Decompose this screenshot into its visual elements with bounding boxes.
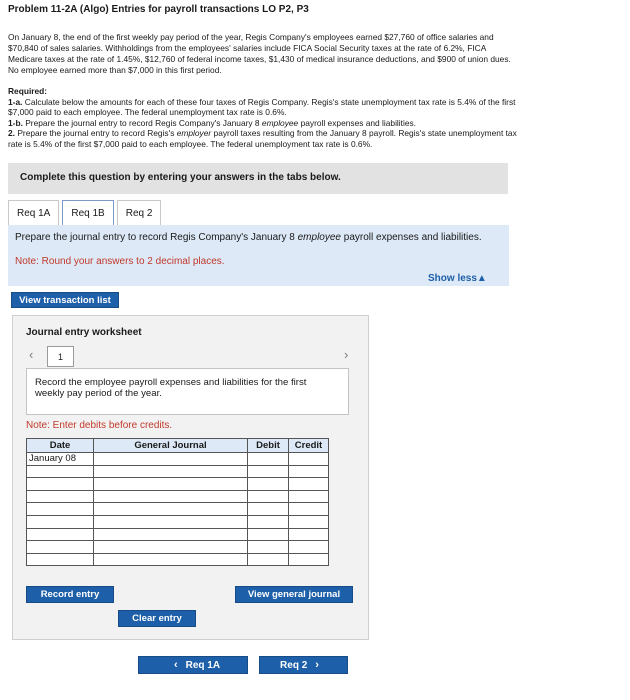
req-1b-em: employee: [261, 117, 299, 128]
req-2-label: 2.: [8, 128, 15, 139]
chevron-right-icon[interactable]: ›: [344, 347, 349, 362]
debit-cell[interactable]: [248, 528, 289, 541]
req-1a-text: Calculate below the amounts for each of these four taxes of Regis Company. Regis's state unemployment tax rate is 5.4% of the first $7,000 paid to each employee. The federal unemployment tax rate is 0.6%.: [8, 96, 516, 118]
account-cell[interactable]: [94, 465, 248, 478]
chevron-left-icon: ‹: [173, 659, 178, 671]
table-row: [27, 465, 329, 478]
debit-credit-note: Note: Enter debits before credits.: [26, 420, 173, 431]
tab-req-2[interactable]: Req 2: [117, 200, 162, 226]
journal-entry-worksheet: [12, 315, 369, 640]
credit-cell[interactable]: [289, 553, 329, 566]
view-transaction-list-button[interactable]: View transaction list: [11, 292, 119, 308]
next-req-label: Req 2: [280, 659, 308, 671]
date-cell[interactable]: [27, 553, 94, 566]
problem-intro: On January 8, the end of the first weekly pay period of the year, Regis Company's employees earned $27,760 of office salaries and $70,840 of sales salaries. Withholdings from the employees' salaries include FICA Social Security taxes at the rate of 6.2%, FICA Medicare taxes at the rate of 1.45%, $12,760 of federal income taxes, $1,430 of medical insurance deductions, and $900 of union dues. No employee earned more than $7,000 in this first period.: [8, 32, 511, 75]
col-credit: Credit: [289, 439, 329, 453]
credit-cell[interactable]: [289, 478, 329, 491]
credit-cell[interactable]: [289, 465, 329, 478]
account-cell[interactable]: [94, 478, 248, 491]
tab-req-1b[interactable]: Req 1B: [62, 200, 113, 226]
date-cell[interactable]: [27, 515, 94, 528]
credit-cell[interactable]: [289, 541, 329, 554]
col-date: Date: [27, 439, 94, 453]
page-number[interactable]: 1: [47, 346, 74, 367]
debit-cell[interactable]: [248, 465, 289, 478]
record-description: Record the employee payroll expenses and liabilities for the first weekly pay period of the year.: [35, 377, 307, 399]
clear-entry-button[interactable]: Clear entry: [118, 610, 196, 627]
requirement-tabs: [8, 200, 164, 226]
problem-title: Problem 11-2A (Algo) Entries for payroll transactions LO P2, P3: [8, 4, 309, 15]
credit-cell[interactable]: [289, 453, 329, 466]
req-1a-label: 1-a.: [8, 96, 23, 107]
instruction-pre: Prepare the journal entry to record Regis Company's January 8: [15, 232, 295, 243]
col-general-journal: General Journal: [94, 439, 248, 453]
table-row: [27, 541, 329, 554]
complete-banner: [8, 163, 508, 194]
required-label: Required:: [8, 86, 48, 96]
req-1b-label: 1-b.: [8, 117, 23, 128]
instruction-post: payroll expenses and liabilities.: [343, 232, 482, 243]
col-debit: Debit: [248, 439, 289, 453]
account-cell[interactable]: [94, 453, 248, 466]
req-2-em: employer: [176, 128, 212, 139]
required-section: [8, 86, 520, 150]
req-1b-post: payroll expenses and liabilities.: [300, 117, 417, 128]
account-cell[interactable]: [94, 541, 248, 554]
req-2-post: payroll taxes resulting from the January 8 payroll. Regis's state unemployment tax rate is 5.4% of the first $7,000 paid to each employee. The federal unemployment tax rate is 0.6%.: [8, 128, 517, 149]
debit-cell[interactable]: [248, 553, 289, 566]
complete-banner-text: Complete this question by entering your answers in the tabs below.: [20, 172, 341, 183]
prev-req-label: Req 1A: [185, 659, 221, 671]
instruction-text: [15, 232, 505, 244]
table-row: [27, 490, 329, 503]
date-cell[interactable]: [27, 478, 94, 491]
table-row: [27, 478, 329, 491]
record-entry-button[interactable]: Record entry: [26, 586, 114, 603]
view-general-journal-button[interactable]: View general journal: [235, 586, 353, 603]
account-cell[interactable]: [94, 490, 248, 503]
table-row: [27, 453, 329, 466]
table-row: [27, 515, 329, 528]
date-cell[interactable]: [27, 465, 94, 478]
date-cell[interactable]: [27, 528, 94, 541]
date-cell[interactable]: [27, 490, 94, 503]
table-row: [27, 553, 329, 566]
account-cell[interactable]: [94, 528, 248, 541]
debit-cell[interactable]: [248, 453, 289, 466]
instruction-em: employee: [297, 232, 341, 243]
date-cell[interactable]: [27, 503, 94, 516]
debit-cell[interactable]: [248, 490, 289, 503]
account-cell[interactable]: [94, 503, 248, 516]
date-cell[interactable]: January 08: [27, 453, 94, 466]
prev-req-button[interactable]: [138, 656, 248, 674]
rounding-note: Note: Round your answers to 2 decimal places.: [15, 256, 225, 267]
next-req-button[interactable]: [259, 656, 348, 674]
chevron-left-icon[interactable]: ‹: [29, 347, 34, 362]
chevron-right-icon: ›: [315, 659, 319, 671]
table-row: [27, 528, 329, 541]
show-less-link[interactable]: Show less▲: [428, 273, 487, 284]
req-1b-pre: Prepare the journal entry to record Regis Company's January 8: [25, 117, 260, 128]
record-description-box: [26, 368, 349, 415]
debit-cell[interactable]: [248, 478, 289, 491]
credit-cell[interactable]: [289, 490, 329, 503]
credit-cell[interactable]: [289, 503, 329, 516]
credit-cell[interactable]: [289, 515, 329, 528]
account-cell[interactable]: [94, 515, 248, 528]
debit-cell[interactable]: [248, 515, 289, 528]
req-2-pre: Prepare the journal entry to record Regis's: [17, 128, 175, 139]
account-cell[interactable]: [94, 553, 248, 566]
date-cell[interactable]: [27, 541, 94, 554]
worksheet-title: Journal entry worksheet: [26, 327, 142, 338]
debit-cell[interactable]: [248, 541, 289, 554]
credit-cell[interactable]: [289, 528, 329, 541]
tab-req-1a[interactable]: Req 1A: [8, 200, 59, 226]
journal-table: [26, 438, 329, 566]
debit-cell[interactable]: [248, 503, 289, 516]
table-row: [27, 503, 329, 516]
